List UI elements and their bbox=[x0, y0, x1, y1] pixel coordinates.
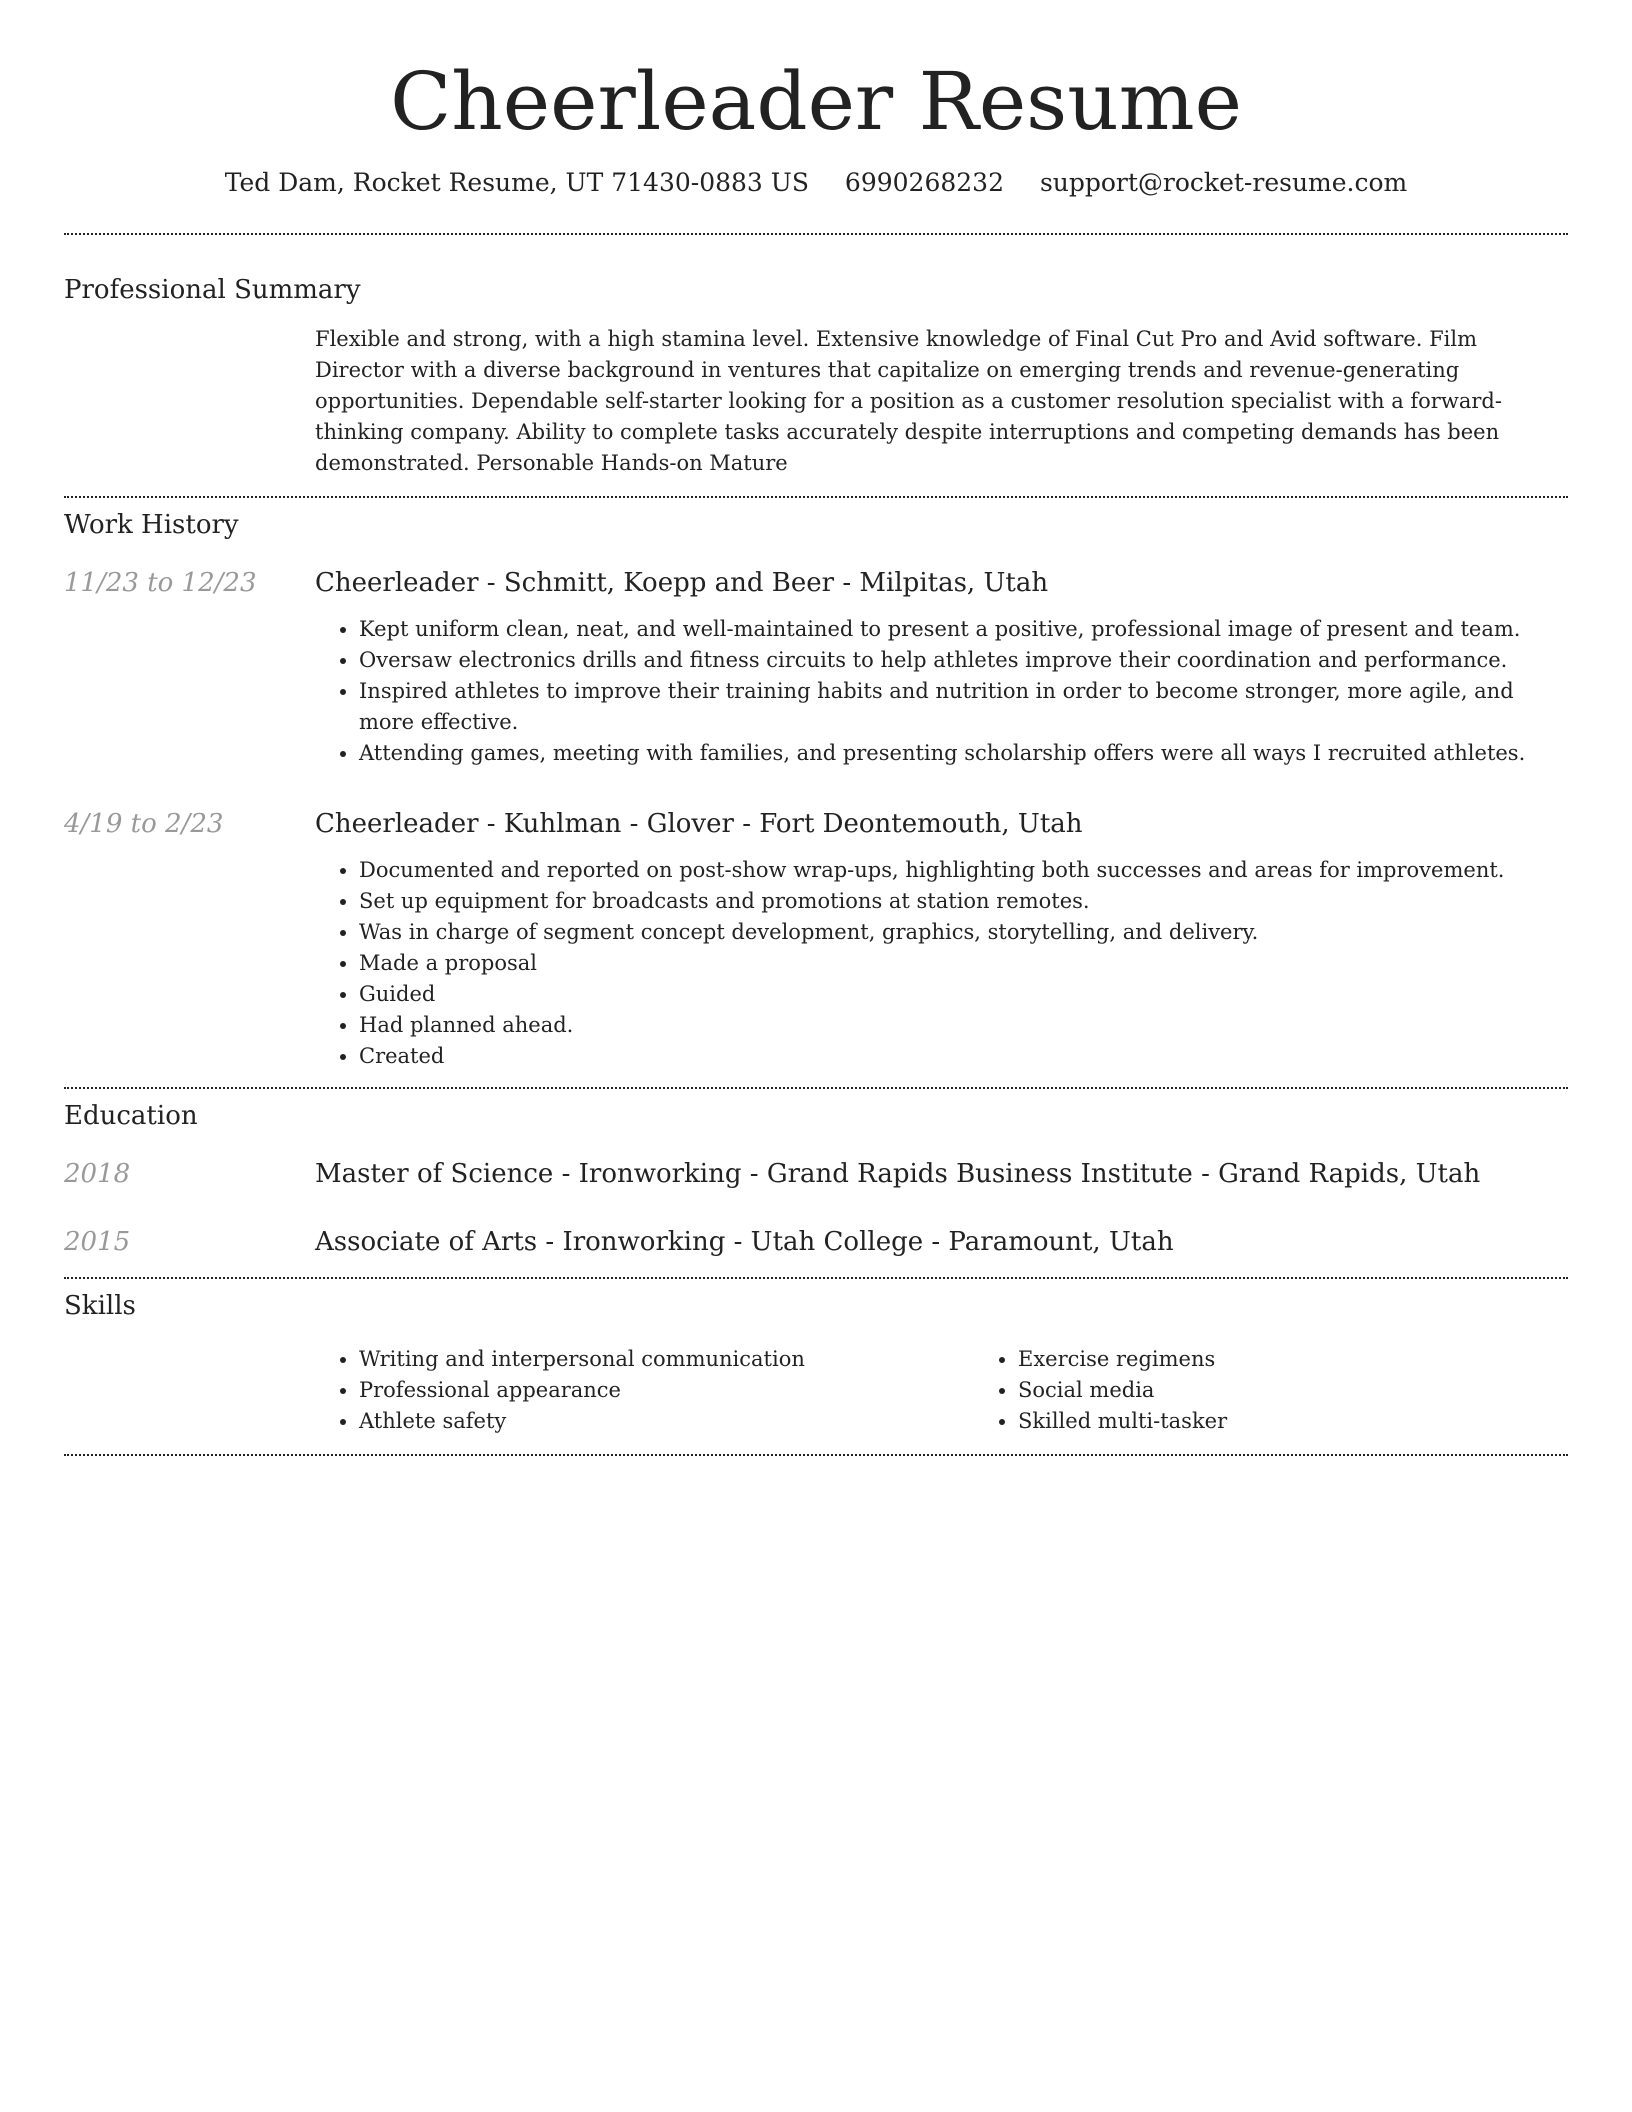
list-item: • Created bbox=[359, 1041, 1568, 1072]
job-dates: 4/19 to 2/23 bbox=[64, 809, 224, 839]
list-item: • Social media bbox=[1018, 1375, 1632, 1406]
job-entry bbox=[64, 807, 1568, 1072]
skills-section bbox=[64, 1279, 1568, 1454]
education-year: 2018 bbox=[64, 1159, 131, 1189]
contact-address: Ted Dam, Rocket Resume, UT 71430-0883 US bbox=[224, 168, 809, 197]
job-title: Cheerleader - Kuhlman - Glover - Fort Deontemouth, Utah bbox=[315, 809, 1083, 839]
list-item: • Was in charge of segment concept development, graphics, storytelling, and delivery. bbox=[359, 917, 1568, 948]
list-item: • Professional appearance bbox=[359, 1375, 974, 1406]
skills-heading: Skills bbox=[64, 1291, 136, 1321]
summary-text: Flexible and strong, with a high stamina level. Extensive knowledge of Final Cut Pro and Avid software. Film Director with a diverse background in ventures that capitalize on emerging trends and revenue-generating opportunities. Dependable self-starter looking for a position as a customer resolution specialist with a forward-thinking company. Ability to complete tasks accurately despite interruptions and competing demands has been demonstrated. Personable Hands-on Mature bbox=[315, 327, 1502, 475]
work-section bbox=[64, 498, 1568, 1087]
list-item: • Kept uniform clean, neat, and well-maintained to present a positive, professional image of present and team. bbox=[359, 614, 1568, 645]
skills-list-2 bbox=[974, 1344, 1632, 1437]
list-item: • Documented and reported on post-show wrap-ups, highlighting both successes and areas for improvement. bbox=[359, 855, 1568, 886]
list-item: • Attending games, meeting with families, and presenting scholarship offers were all ways I recruited athletes. bbox=[359, 738, 1568, 769]
work-heading: Work History bbox=[64, 510, 239, 540]
job-bullets bbox=[315, 614, 1568, 769]
education-year: 2015 bbox=[64, 1227, 131, 1257]
summary-section bbox=[64, 235, 1568, 496]
list-item: • Inspired athletes to improve their training habits and nutrition in order to become stronger, more agile, and more effective. bbox=[359, 676, 1568, 738]
education-degree: Associate of Arts - Ironworking - Utah College - Paramount, Utah bbox=[315, 1227, 1174, 1257]
job-bullets bbox=[315, 855, 1568, 1072]
contact-email: support@rocket-resume.com bbox=[1039, 168, 1408, 197]
divider bbox=[64, 1454, 1568, 1456]
contact-phone: 6990268232 bbox=[844, 168, 1004, 197]
list-item: • Had planned ahead. bbox=[359, 1010, 1568, 1041]
list-item: • Guided bbox=[359, 979, 1568, 1010]
resume-title: Cheerleader Resume bbox=[390, 55, 1242, 148]
list-item: • Skilled multi-tasker bbox=[1018, 1406, 1632, 1437]
education-degree: Master of Science - Ironworking - Grand Rapids Business Institute - Grand Rapids, Utah bbox=[315, 1159, 1481, 1189]
resume-page bbox=[64, 0, 1568, 1456]
job-dates: 11/23 to 12/23 bbox=[64, 568, 257, 598]
education-heading: Education bbox=[64, 1101, 198, 1131]
contact-line bbox=[64, 166, 1568, 200]
skills-list-1 bbox=[315, 1344, 974, 1437]
education-entry bbox=[64, 1225, 1568, 1259]
list-item: • Athlete safety bbox=[359, 1406, 974, 1437]
education-entry bbox=[64, 1157, 1568, 1191]
list-item: • Writing and interpersonal communication bbox=[359, 1344, 974, 1375]
job-entry bbox=[64, 566, 1568, 769]
list-item: • Made a proposal bbox=[359, 948, 1568, 979]
list-item: • Exercise regimens bbox=[1018, 1344, 1632, 1375]
summary-heading: Professional Summary bbox=[64, 275, 361, 305]
list-item: • Oversaw electronics drills and fitness circuits to help athletes improve their coordination and performance. bbox=[359, 645, 1568, 676]
list-item: • Set up equipment for broadcasts and promotions at station remotes. bbox=[359, 886, 1568, 917]
education-section bbox=[64, 1089, 1568, 1277]
job-title: Cheerleader - Schmitt, Koepp and Beer - Milpitas, Utah bbox=[315, 568, 1049, 598]
